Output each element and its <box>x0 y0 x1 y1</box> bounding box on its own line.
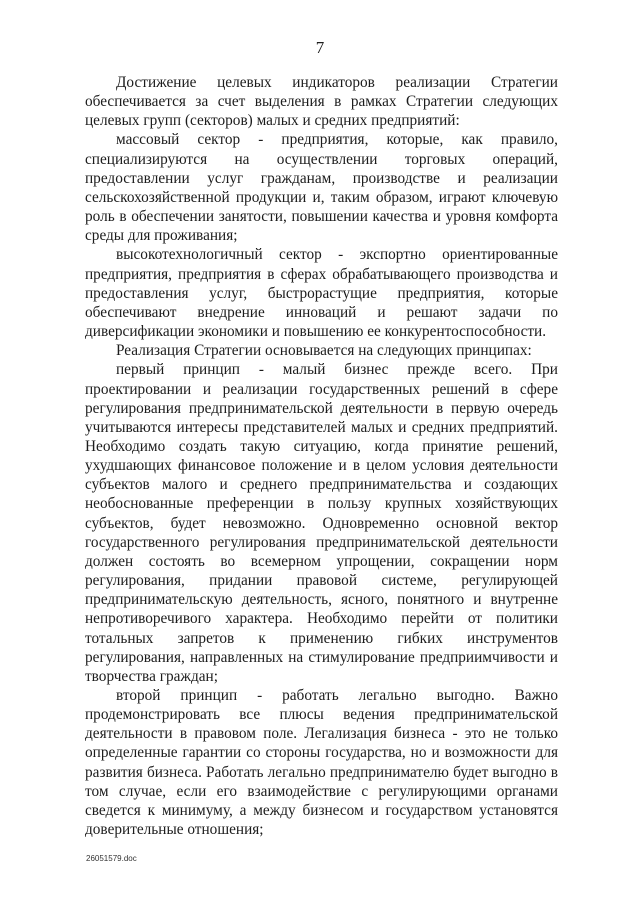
paragraph-second-principle: второй принцип - работать легально выгодно. Важно продемонстрировать все плюсы ведения предпринимательской деятельности в правовом поле. Легализация бизнеса - это не только определенные гарантии со стороны государства, но и возможности для развития бизнеса. Работать легально предпринимателю будет выгодно в том случае, если его взаимодействие с регулирующими органами сведется к минимуму, а между бизнесом и государством установятся доверительные отношения; <box>85 687 558 839</box>
paragraph-principles-intro: Реализация Стратегии основывается на следующих принципах: <box>116 342 532 360</box>
document-body <box>85 73 558 839</box>
paragraph-intro: Достижение целевых индикаторов реализации Стратегии обеспечивается за счет выделения в рамках Стратегии следующих целевых групп (секторов) малых и средних предприятий: <box>85 74 558 130</box>
paragraph-mass-sector: массовый сектор - предприятия, которые, как правило, специализируются на осуществлении торговых операций, предоставлении услуг гражданам, производстве и реализации сельскохозяйственной продукции и, таким образом, играют ключевую роль в обеспечении занятости, повышении качества и уровня комфорта среды для проживания; <box>85 131 558 245</box>
paragraph-first-principle: первый принцип - малый бизнес прежде всего. При проектировании и реализации государственных решений в сфере регулирования предпринимательской деятельности в первую очередь учитываются интересы представителей малых и средних предприятий. Необходимо создать такую ситуацию, когда принятие решений, ухудшающих финансовое положение и в целом условия деятельности субъектов малого и среднего предпринимательства и создающих необоснованные преференции в пользу крупных хозяйствующих субъектов, будет невозможно. Одновременно основной вектор государственного регулирования предпринимательской деятельности должен состоять во всемерном упрощении, сокращении норм регулирования, придании правовой системе, регулирующей предпринимательскую деятельность, ясного, понятного и внутренне непротиворечивого характера. Необходимо перейти от политики тотальных запретов к применению гибких инструментов регулирования, направленных на стимулирование предприимчивости и творчества граждан; <box>85 361 558 685</box>
page-number: 7 <box>315 38 325 57</box>
paragraph-hightech-sector: высокотехнологичный сектор - экспортно ориентированные предприятия, предприятия в сферах обрабатывающего производства и предоставления услуг, быстрорастущие предприятия, которые обеспечивают внедрение инноваций и решают задачи по диверсификации экономики и повышению ее конкурентоспособности. <box>85 246 558 341</box>
file-name-footer: 26051579.doc <box>86 854 137 863</box>
